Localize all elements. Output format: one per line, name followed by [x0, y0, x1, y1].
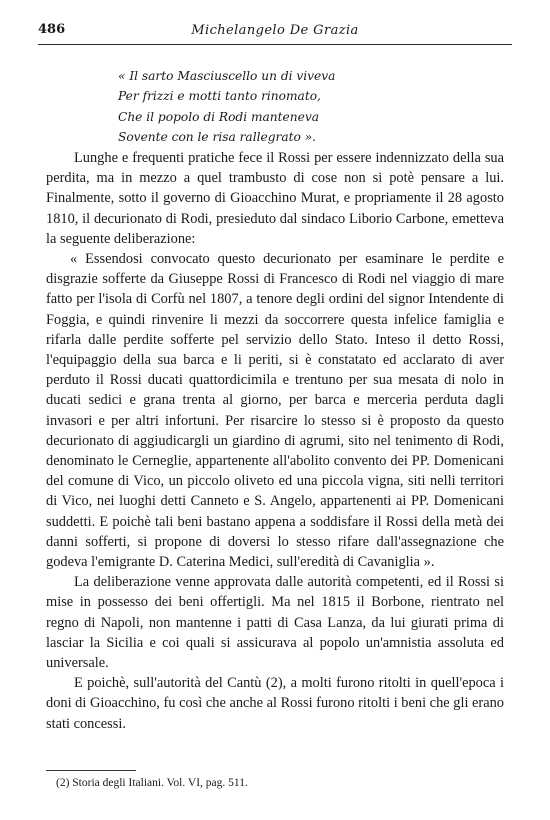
- verse-line: Che il popolo di Rodi manteneva: [118, 109, 319, 124]
- verse-line: Sovente con le risa rallegrato ».: [118, 129, 317, 144]
- paragraph: La deliberazione venne approvata dalle autorità competenti, ed il Rossi si mise in possesso dei beni offertigli. Ma nel 1815 il Borbone, rientrato nel regno di Napoli, non mantenne i patti di Casa Lanza, da lui giurati prima di lasciar la Sicilia e coi quali si assicurava al popolo un'amnistia assoluta ed universale.: [46, 574, 504, 672]
- page-number: 486: [38, 22, 66, 37]
- verse-quote: [118, 66, 335, 147]
- verse-line: « Il sarto Masciuscello un di viveva: [118, 69, 336, 83]
- quoted-deliberation: « Essendosi convocato questo decurionato per esaminare le perdite e disgrazie sofferte da Giuseppe Rossi di Francesco di Rodi nel viaggio di mare fatto per l'isola di Corfù nel 1807, a tenore degli ordini del signor Intendente di Foggia, e quindi rinvenire li mezzi da soccorrere questa infelice famiglia e rifarla dalle perdite sofferte pel servizio dello Stato. Inteso il detto Rossi, l'equipaggio della sua barca e li periti, si è constatato ed acclarato di aver perduto il Rossi ducati quattordicimila e trentuno per sua mesata di nolo in ducati sedici e grana trenta al giorno, per barca e merceria perduta dagli invasori e per altri infortuni. Per risarcire lo stesso si è proposto da questo decurionato di aggiudicargli un giardino di agrumi, sito nel tenimento di Rodi, denominato le Cerneglie, appartenente all'abolito convento dei PP. Domenicani del comune di Vico, un piccolo oliveto ed una piccola vigna, siti nelli territori di Vico, nei luoghi detti Canneto e S. Angelo, appartenenti ai PP. Domenicani suddetti. E poichè tali beni bastano appena a soddisfare il Rossi della metà dei danni sofferti, si propone di doversi lo stesso rifare dall'assegnazione che godeva l'emigrante D. Caterina Medici, sull'eredità di Cavaniglia ».: [46, 251, 504, 571]
- page-header: [38, 22, 512, 45]
- verse-line: Per frizzi e motti tanto rinomato,: [118, 89, 321, 104]
- running-title: Michelangelo De Grazia: [191, 23, 359, 38]
- footnote: (2) Storia degli Italiani. Vol. VI, pag. 511.: [56, 777, 248, 789]
- paragraph: E poichè, sull'autorità del Cantù (2), a molti furono ritolti in quell'epoca i doni di Gioacchino, fu così che anche al Rossi furono ritolti i beni che gli erano stati concessi.: [46, 675, 504, 732]
- paragraph: Lunghe e frequenti pratiche fece il Rossi per essere indennizzato della sua perdita, ma in mezzo a quel trambusto di cose non si potè pensare a lui. Finalmente, sotto il governo di Gioacchino Murat, e propriamente il 28 agosto 1810, il decurionato di Rodi, presieduto dal sindaco Liborio Carbone, emetteva la seguente deliberazione:: [46, 150, 504, 247]
- body-text: [46, 148, 504, 734]
- footnote-rule: [46, 770, 136, 771]
